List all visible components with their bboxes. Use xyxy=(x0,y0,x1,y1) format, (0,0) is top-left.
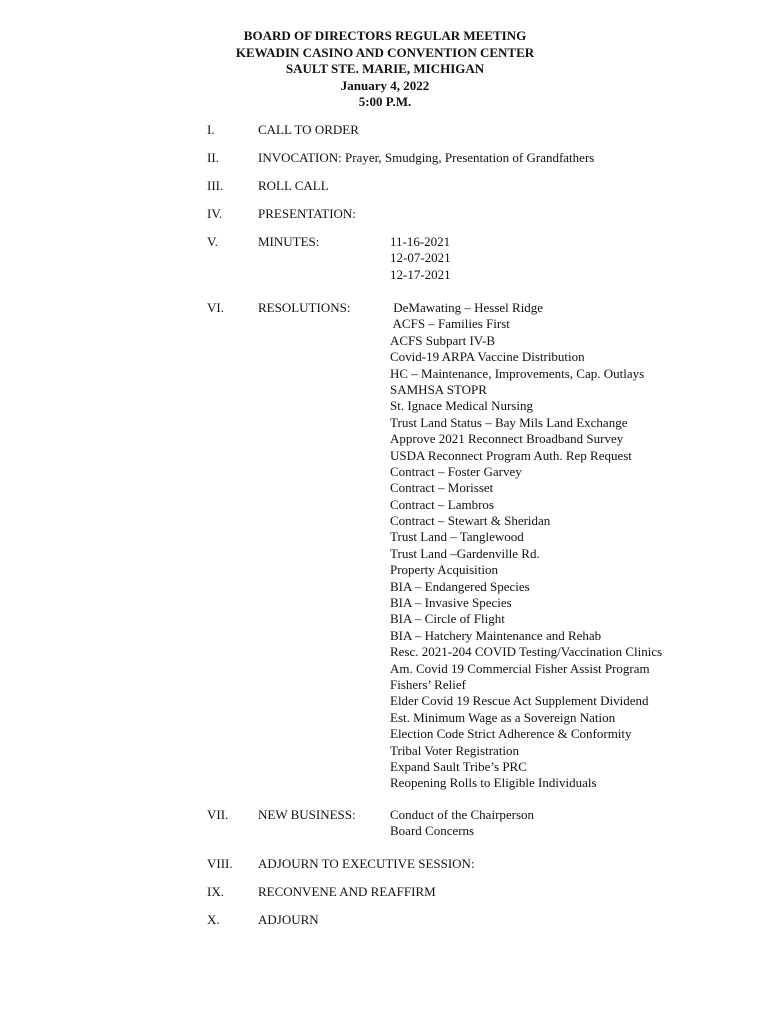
header-title: BOARD OF DIRECTORS REGULAR MEETING xyxy=(243,28,527,43)
agenda-item-number: I. xyxy=(207,122,215,137)
resolution-item: Contract – Morisset xyxy=(390,480,494,496)
minutes-date: 11-16-2021 xyxy=(390,234,451,249)
agenda-item-label: ADJOURN xyxy=(258,912,319,927)
agenda-item-number: III. xyxy=(207,178,224,193)
resolution-item: Contract – Foster Garvey xyxy=(390,463,522,479)
resolution-item: Tribal Voter Registration xyxy=(390,742,520,758)
header-date: January 4, 2022 xyxy=(340,77,430,93)
agenda-item-number: V. xyxy=(207,234,218,249)
new-business-list xyxy=(390,807,534,840)
resolution-item: Est. Minimum Wage as a Sovereign Nation xyxy=(390,709,616,725)
resolution-item: Contract – Stewart & Sheridan xyxy=(390,513,551,529)
resolution-item: ACFS Subpart IV-B xyxy=(390,332,495,348)
minutes-date: 12-07-2021 xyxy=(390,250,451,266)
agenda-item-number: VI. xyxy=(207,300,224,315)
resolution-item: Contract – Lambros xyxy=(390,496,494,512)
header-time: 5:00 P.M. xyxy=(358,94,412,109)
agenda-item-label: CALL TO ORDER xyxy=(258,122,359,137)
resolutions-list xyxy=(390,300,662,792)
agenda-item-label: RESOLUTIONS: xyxy=(258,300,351,315)
agenda-item-label: PRESENTATION: xyxy=(258,206,356,221)
resolution-item: Approve 2021 Reconnect Broadband Survey xyxy=(390,431,624,447)
resolution-item: Trust Land –Gardenville Rd. xyxy=(390,545,540,561)
resolution-item: Covid-19 ARPA Vaccine Distribution xyxy=(390,349,585,365)
resolution-item: Property Acquisition xyxy=(390,562,498,578)
minutes-dates-list xyxy=(390,234,451,283)
resolution-item: BIA – Hatchery Maintenance and Rehab xyxy=(390,627,602,643)
agenda-item-number: VII. xyxy=(207,807,229,822)
resolution-item: Expand Sault Tribe’s PRC xyxy=(390,758,527,774)
agenda-item-label: MINUTES: xyxy=(258,234,320,249)
minutes-date: 12-17-2021 xyxy=(390,266,451,282)
agenda-item-number: IV. xyxy=(207,206,223,221)
agenda-item-number: IX. xyxy=(207,884,224,899)
agenda-item-label: ADJOURN TO EXECUTIVE SESSION: xyxy=(258,856,475,871)
agenda-item-number: VIII. xyxy=(207,856,233,871)
agenda-item-label: RECONVENE AND REAFFIRM xyxy=(258,884,436,899)
resolution-item: BIA – Circle of Flight xyxy=(390,611,505,627)
resolution-item: Am. Covid 19 Commercial Fisher Assist Program xyxy=(390,660,650,676)
resolution-item: Reopening Rolls to Eligible Individuals xyxy=(390,775,597,791)
resolution-item: St. Ignace Medical Nursing xyxy=(390,398,533,414)
meeting-header xyxy=(0,28,770,111)
header-venue: KEWADIN CASINO AND CONVENTION CENTER xyxy=(235,44,535,60)
resolution-item: HC – Maintenance, Improvements, Cap. Outlays xyxy=(390,365,645,381)
new-business-item: Conduct of the Chairperson xyxy=(390,807,535,822)
new-business-item: Board Concerns xyxy=(390,823,475,839)
resolution-item: ACFS – Families First xyxy=(390,316,510,332)
resolution-item: Resc. 2021-204 COVID Testing/Vaccination Clinics xyxy=(390,644,663,660)
resolution-item: BIA – Endangered Species xyxy=(390,578,530,594)
resolution-item: USDA Reconnect Program Auth. Rep Request xyxy=(390,447,632,463)
resolution-item: BIA – Invasive Species xyxy=(390,595,512,611)
resolution-item: DeMawating – Hessel Ridge xyxy=(390,300,544,315)
agenda-item-number: II. xyxy=(207,150,219,165)
resolution-item: Elder Covid 19 Rescue Act Supplement Dividend xyxy=(390,693,649,709)
header-location: SAULT STE. MARIE, MICHIGAN xyxy=(285,61,485,76)
resolution-item: Election Code Strict Adherence & Conformity xyxy=(390,726,632,742)
agenda-item-label: ROLL CALL xyxy=(258,178,329,193)
agenda-item-number: X. xyxy=(207,912,220,927)
agenda-item-label: INVOCATION: Prayer, Smudging, Presentation of Grandfathers xyxy=(258,150,595,165)
resolution-item: Trust Land Status – Bay Mils Land Exchange xyxy=(390,414,628,430)
resolution-item: Fishers’ Relief xyxy=(390,676,466,692)
agenda-item-label: NEW BUSINESS: xyxy=(258,807,356,822)
resolution-item: SAMHSA STOPR xyxy=(390,381,487,397)
resolution-item: Trust Land – Tanglewood xyxy=(390,529,524,545)
